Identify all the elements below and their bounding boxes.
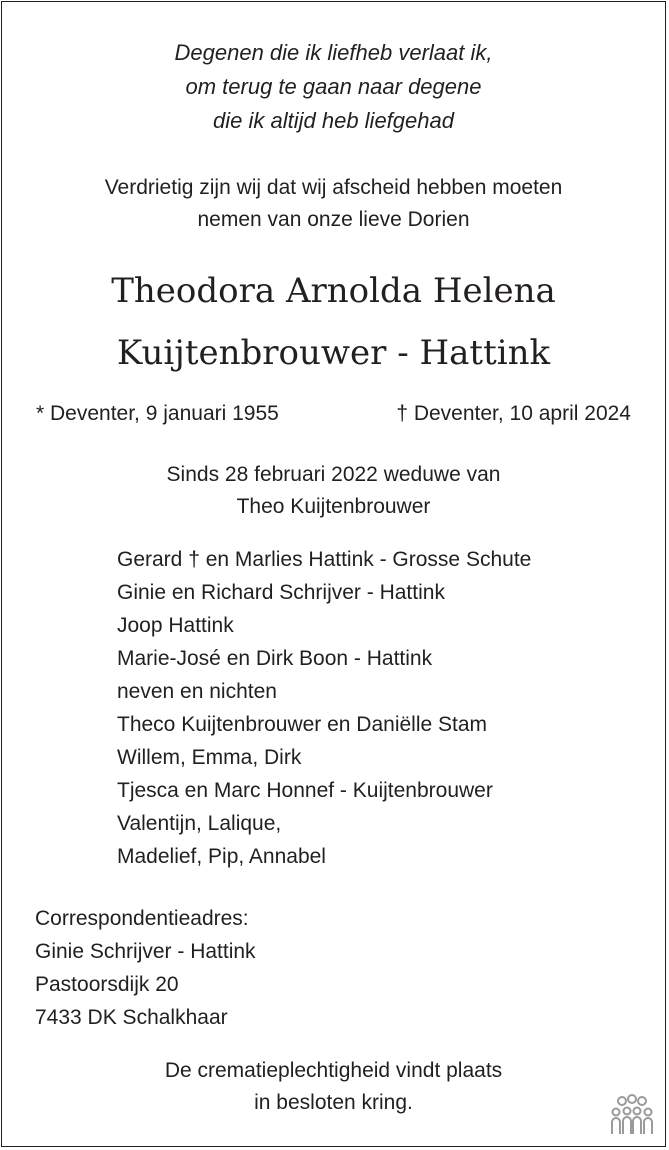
closing-line: De crematieplechtigheid vindt plaats [164,1059,503,1082]
correspondence-address [35,902,256,1034]
people-group-icon [609,1094,655,1136]
family-member: Marie-José en Dirk Boon - Hattink [117,647,433,670]
family-member: Tjesca en Marc Honnef - Kuijtenbrouwer [117,779,493,802]
deceased-name-line2: Kuijtenbrouwer - Hattink [116,333,551,373]
family-member: Ginie en Richard Schrijver - Hattink [117,581,445,604]
address-heading: Correspondentieadres: [35,907,249,930]
address-city: 7433 DK Schalkhaar [35,1006,228,1029]
deceased-name-line1: Theodora Arnolda Helena [111,271,556,311]
address-name: Ginie Schrijver - Hattink [35,940,256,963]
poem-line: om terug te gaan naar degene [185,74,482,99]
death-date: † Deventer, 10 april 2024 [396,402,631,425]
widow-line: Sinds 28 februari 2022 weduwe van [166,463,501,486]
family-member: Madelief, Pip, Annabel [117,845,326,868]
family-list [117,543,531,873]
intro-line: nemen van onze lieve Dorien [197,208,470,231]
family-member: Joop Hattink [117,614,234,637]
address-street: Pastoorsdijk 20 [35,973,179,996]
family-member: neven en nichten [117,680,277,703]
poem [2,36,665,138]
closing-line: in besloten kring. [254,1091,413,1114]
obituary-card [1,1,666,1147]
intro-line: Verdrietig zijn wij dat wij afscheid hebben moeten [104,176,563,199]
birth-date: * Deventer, 9 januari 1955 [36,402,279,425]
widow-text [2,459,665,523]
family-member: Gerard † en Marlies Hattink - Grosse Schute [117,548,532,571]
poem-line: Degenen die ik liefheb verlaat ik, [174,40,493,65]
widow-line: Theo Kuijtenbrouwer [236,495,431,518]
family-member: Willem, Emma, Dirk [117,746,302,769]
poem-line: die ik altijd heb liefgehad [213,108,454,133]
family-member: Valentijn, Lalique, [117,812,282,835]
family-member: Theco Kuijtenbrouwer en Daniëlle Stam [117,713,488,736]
closing-text [2,1055,665,1119]
intro-text [2,172,665,236]
